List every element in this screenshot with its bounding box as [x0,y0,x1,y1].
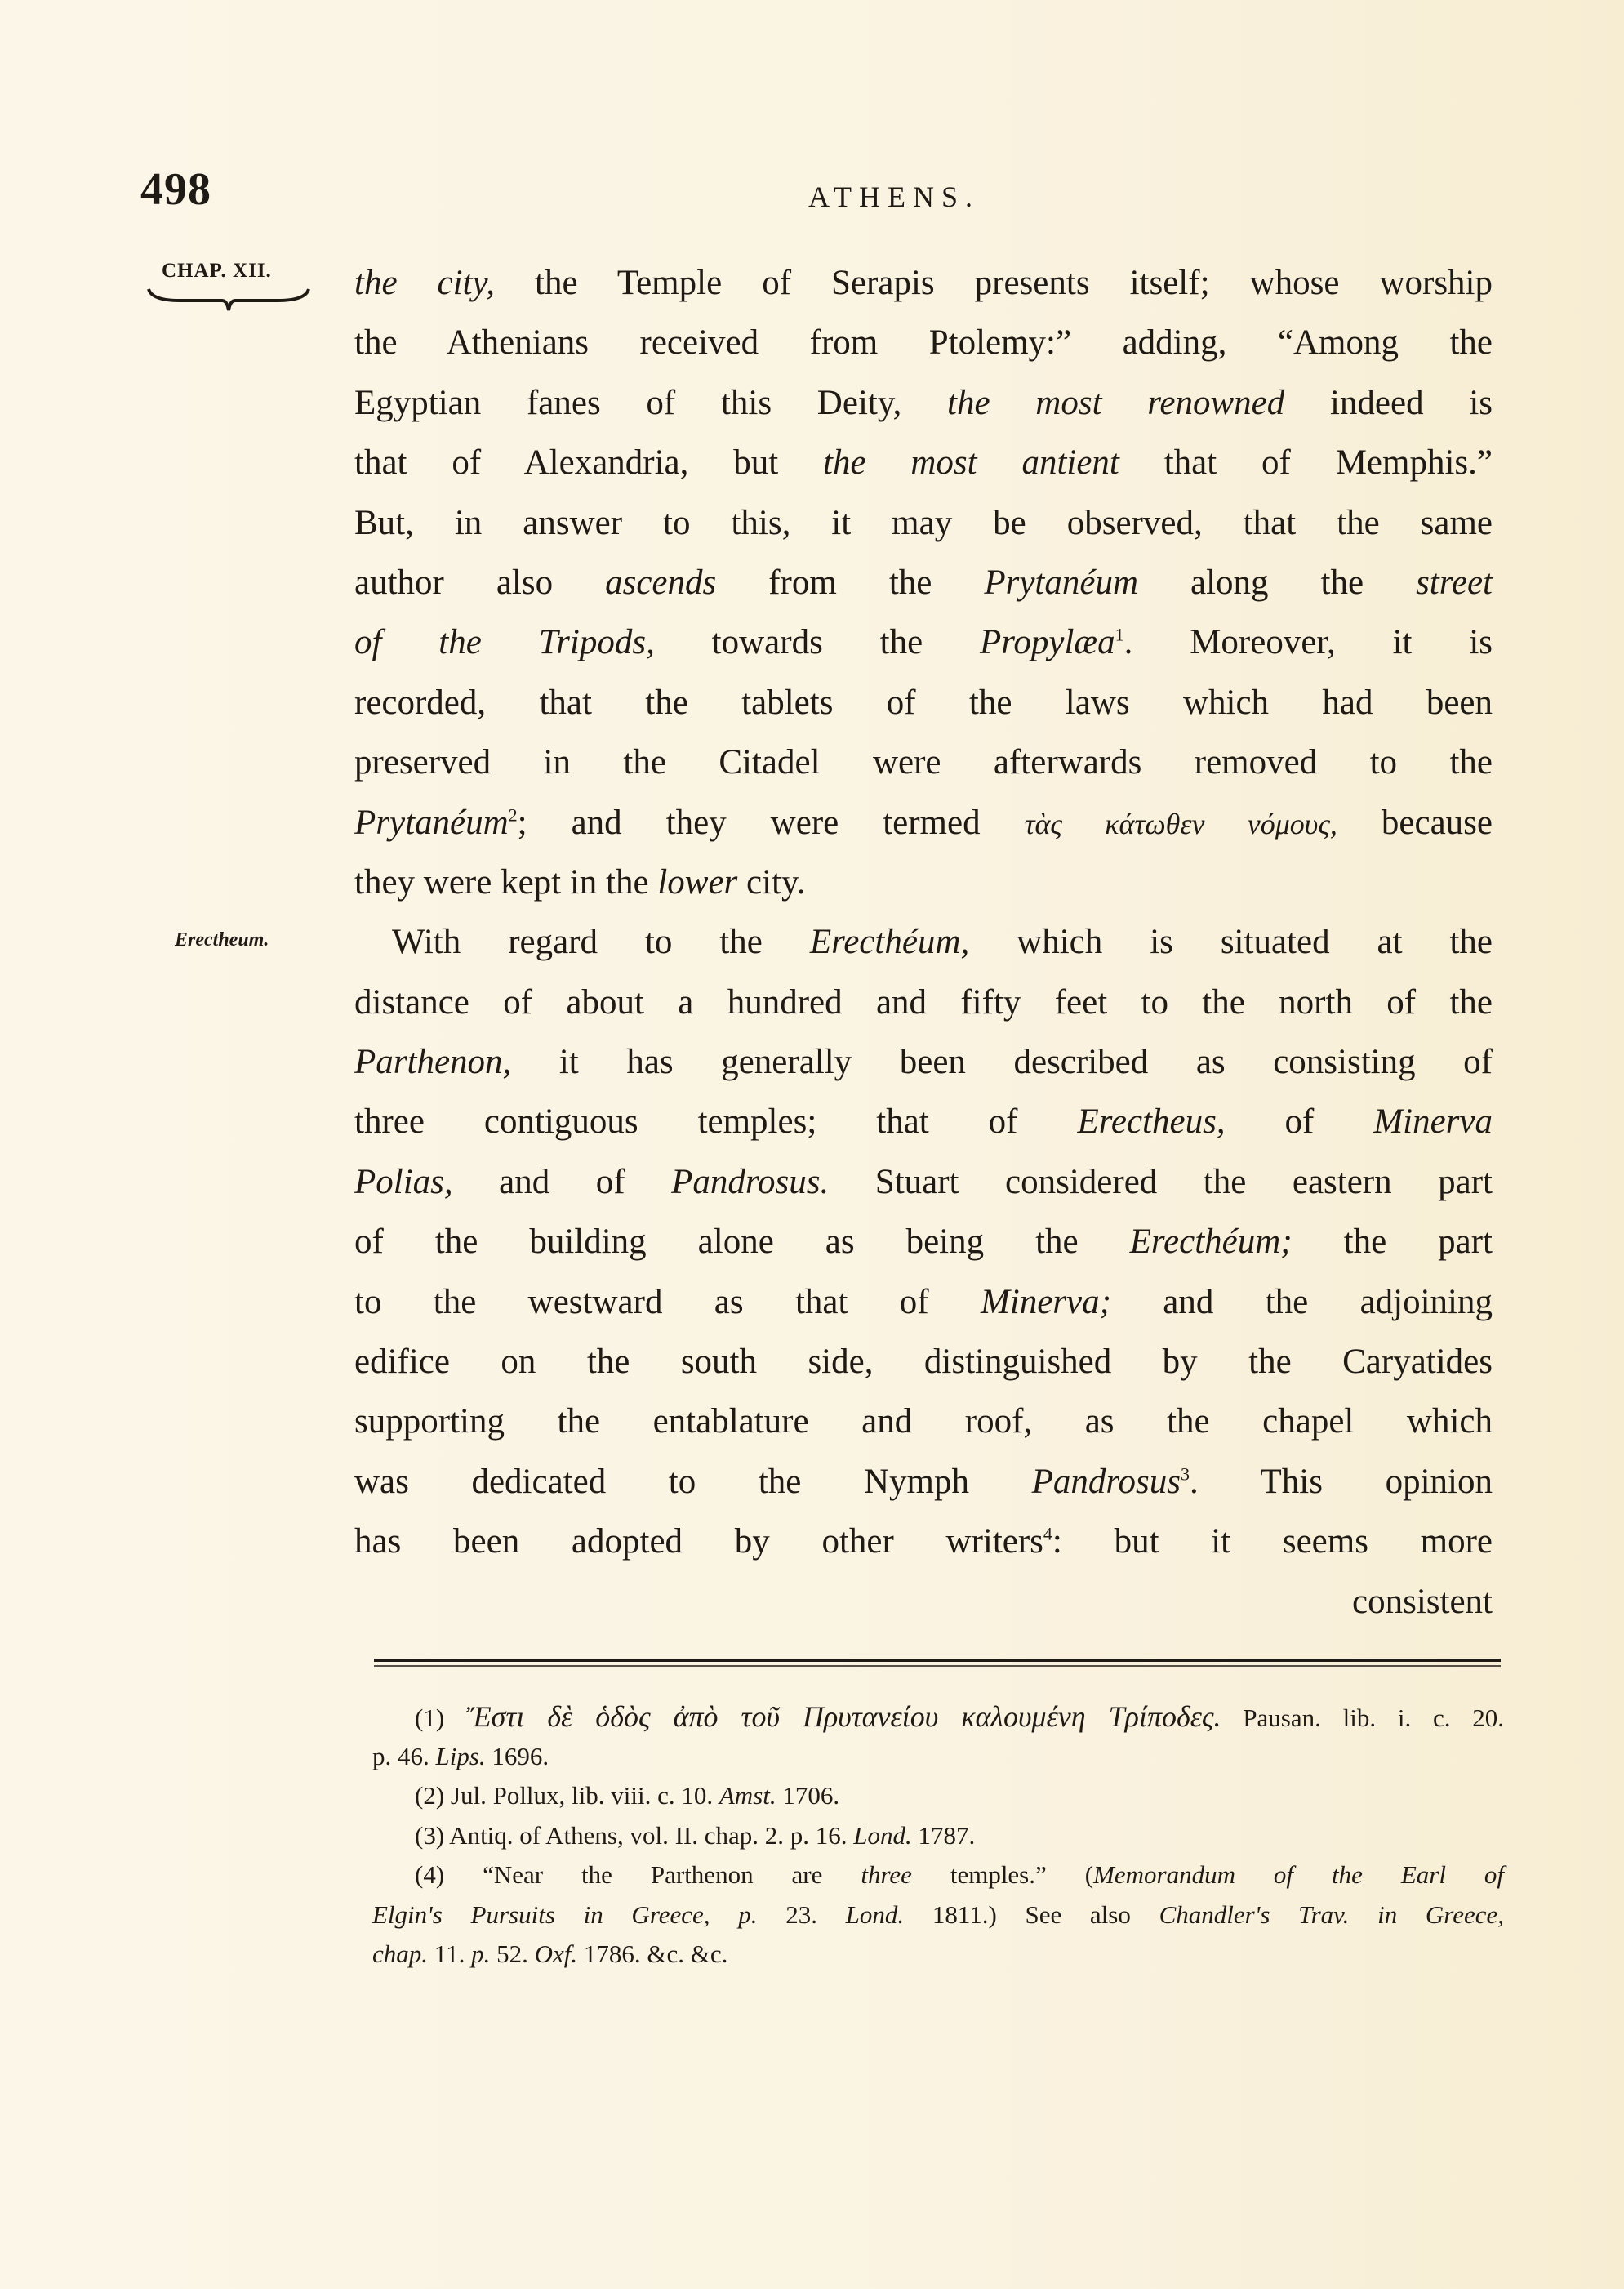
text-line: three contiguous temples; that of Erectheus, of Minerva [354,1102,1493,1142]
text-line: of the building alone as being the Erecthéum; the part [354,1222,1493,1262]
text-line: Parthenon, it has generally been described as consisting of [354,1043,1493,1082]
footnote-ref: 3 [1180,1463,1190,1485]
text-line: edifice on the south side, distinguished by the Caryatides [354,1343,1493,1382]
text-line: With regard to the Erecthéum, which is situated at the [392,923,1493,962]
greek-phrase: τὰς κάτωθεν νόμους, [1024,807,1337,840]
text-line: that of Alexandria, but the most antient that of Memphis.” [354,443,1493,483]
text-line: was dedicated to the Nymph Pandrosus$^3$. This opinion [354,1462,1493,1501]
text-line: of the Tripods, towards the Propylæa$^1$. Moreover, it is [354,623,1493,662]
text-line: Polias, and of Pandrosus. Stuart considered the eastern part [354,1162,1493,1201]
text-line: supporting the entablature and roof, as the chapel which [354,1402,1493,1441]
catchword: consistent [1352,1582,1493,1621]
footnote-1: (1) Ἔστι δὲ ὁδὸς ἀπὸ τοῦ Πρυτανείου καλουμένη Τρίποδες. Pausan. lib. i. c. 20. [415,1700,1505,1733]
text-line: But, in answer to this, it may be observed, that the same [354,503,1493,542]
side-note-erectheum: Erectheum. [175,929,269,951]
text-line: recorded, that the tablets of the laws which had been [354,683,1493,722]
footnote-divider [374,1657,1501,1668]
text-line: author also ascends from the Prytanéum along the street [354,563,1493,602]
footnote-ref: 2 [508,804,518,826]
text-line: the city, the Temple of Serapis presents itself; whose worship [354,264,1493,302]
footnote-ref: 4 [1043,1523,1052,1544]
footnote-4-cont: chap. 11. p. 52. Oxf. 1786. &c. &c. [372,1939,728,1968]
text-line: preserved in the Citadel were afterwards removed to the [354,743,1493,782]
footnotes [372,1697,1504,1975]
footnote-4: (4) “Near the Parthenon are three temples.” (Memorandum of the Earl of [415,1860,1504,1889]
footnote-3: (3) Antiq. of Athens, vol. II. chap. 2. p. 16. Lond. 1787. [415,1820,976,1850]
text-line: distance of about a hundred and fifty feet to the north of the [354,982,1493,1022]
text-line: Egyptian fanes of this Deity, the most renowned indeed is [354,383,1493,422]
footnote-2: (2) Jul. Pollux, lib. viii. c. 10. Amst. 1706. [415,1781,840,1810]
text-line: has been adopted by other writers$^4$: but it seems more [354,1522,1493,1561]
chapter-label: CHAP. XII. [162,260,272,282]
footnote-4-cont: Elgin's Pursuits in Greece, p. 23. Lond. 1811.) See also Chandler's Trav. in Greece, [372,1899,1504,1929]
text-line: the Athenians received from Ptolemy:” adding, “Among the [354,323,1493,363]
footnote-ref: 1 [1115,625,1124,646]
text-line: Prytanéum$^2$; and they were termed τὰς κάτωθεν νόμους, because [354,803,1493,842]
text-line: they were kept in the lower city. [354,862,806,902]
body-text [354,253,1493,1632]
text-line: to the westward as that of Minerva; and the adjoining [354,1282,1493,1321]
chapter-brace-ornament [147,284,310,317]
running-title: ATHENS. [808,180,981,213]
page-number: 498 [140,164,211,215]
footnote-1-cont: p. 46. Lips. 1696. [372,1741,549,1770]
